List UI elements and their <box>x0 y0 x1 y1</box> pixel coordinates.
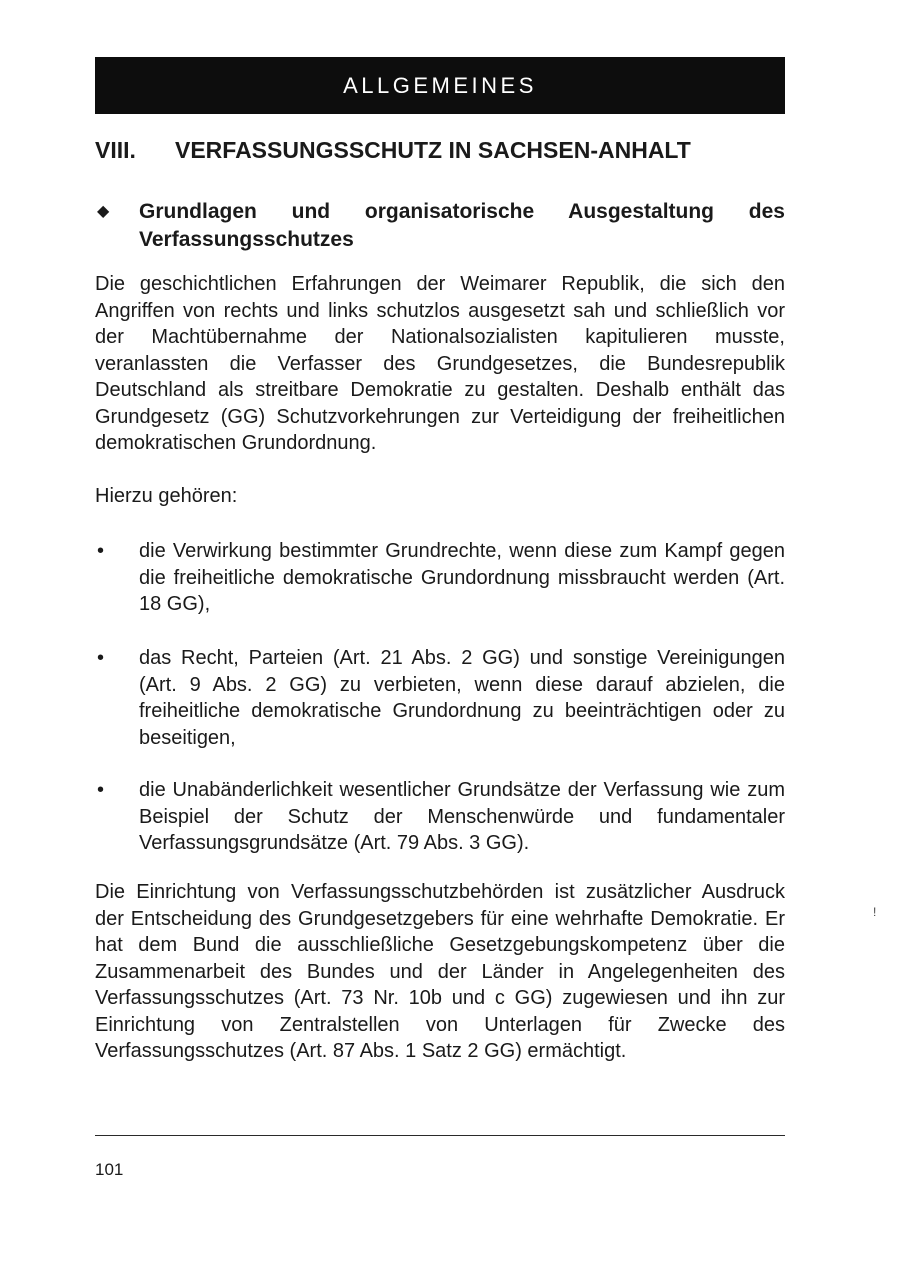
list-item-text: die Verwirkung bestimmter Grundrechte, wenn diese zum Kampf gegen die freiheitliche demokratische Grundordnung missbraucht werden (Art. 18 GG), <box>139 540 785 615</box>
list-item <box>95 538 785 618</box>
bullet-icon: • <box>97 779 105 801</box>
list-item-text: die Unabänderlichkeit wesentlicher Grundsätze der Verfassung wie zum Beispiel der Schutz der Menschenwürde und fundamentaler Verfassungsgrundsätze (Art. 79 Abs. 3 GG). <box>139 779 785 854</box>
chapter-header-bar <box>95 57 785 114</box>
intro-paragraph: Die geschichtlichen Erfahrungen der Weimarer Republik, die sich den Angriffen von rechts und links schutzlos ausgesetzt sah und schließlich vor der Machtübernahme der Nationalsozialisten kapitulieren musste, veranlassten die Verfasser des Grundgesetzes, die Bundesrepublik Deutschland als streitbare Demokratie zu gestalten. Deshalb enthält das Grundgesetz (GG) Schutzvorkehrungen zur Verteidigung der freiheitlichen demokratischen Grundordnung. <box>95 273 785 454</box>
section-title <box>95 137 785 164</box>
lead-in-paragraph: Hierzu gehören: <box>95 485 238 507</box>
bullet-icon: • <box>97 540 105 562</box>
diamond-bullet-icon: ◆ <box>97 203 110 220</box>
page-number: 101 <box>95 1160 124 1179</box>
footer-divider <box>95 1135 785 1136</box>
list-item-text: das Recht, Parteien (Art. 21 Abs. 2 GG) und sonstige Vereinigungen (Art. 9 Abs. 2 GG) zu verbieten, wenn diese darauf abzielen, die freiheitliche demokratische Grundordnung zu beeinträchtigen oder zu beseitigen, <box>139 647 785 749</box>
list-item <box>95 777 785 857</box>
section-number: VIII. <box>95 137 136 163</box>
chapter-header-label: ALLGEMEINES <box>343 72 537 98</box>
subheading-text: Grundlagen und organisatorische Ausgestaltung des Verfassungsschutzes <box>139 200 785 251</box>
list-item <box>95 645 785 751</box>
subheading <box>95 198 785 254</box>
closing-paragraph: Die Einrichtung von Verfassungsschutzbehörden ist zusätzlicher Ausdruck der Entscheidung des Grundgesetzgebers für eine wehrhafte Demokratie. Er hat dem Bund die ausschließliche Gesetzgebungskompetenz über die Zusammenarbeit des Bundes und der Länder in Angelegenheiten des Verfassungsschutzes (Art. 73 Nr. 10b und c GG) zugewiesen und ihn zur Einrichtung von Zentralstellen von Unterlagen für Zwecke des Verfassungsschutzes (Art. 87 Abs. 1 Satz 2 GG) ermächtigt. <box>95 881 785 1062</box>
bullet-icon: • <box>97 647 105 669</box>
section-title-text: VERFASSUNGSSCHUTZ IN SACHSEN-ANHALT <box>175 137 691 163</box>
margin-mark: ! <box>873 905 877 919</box>
